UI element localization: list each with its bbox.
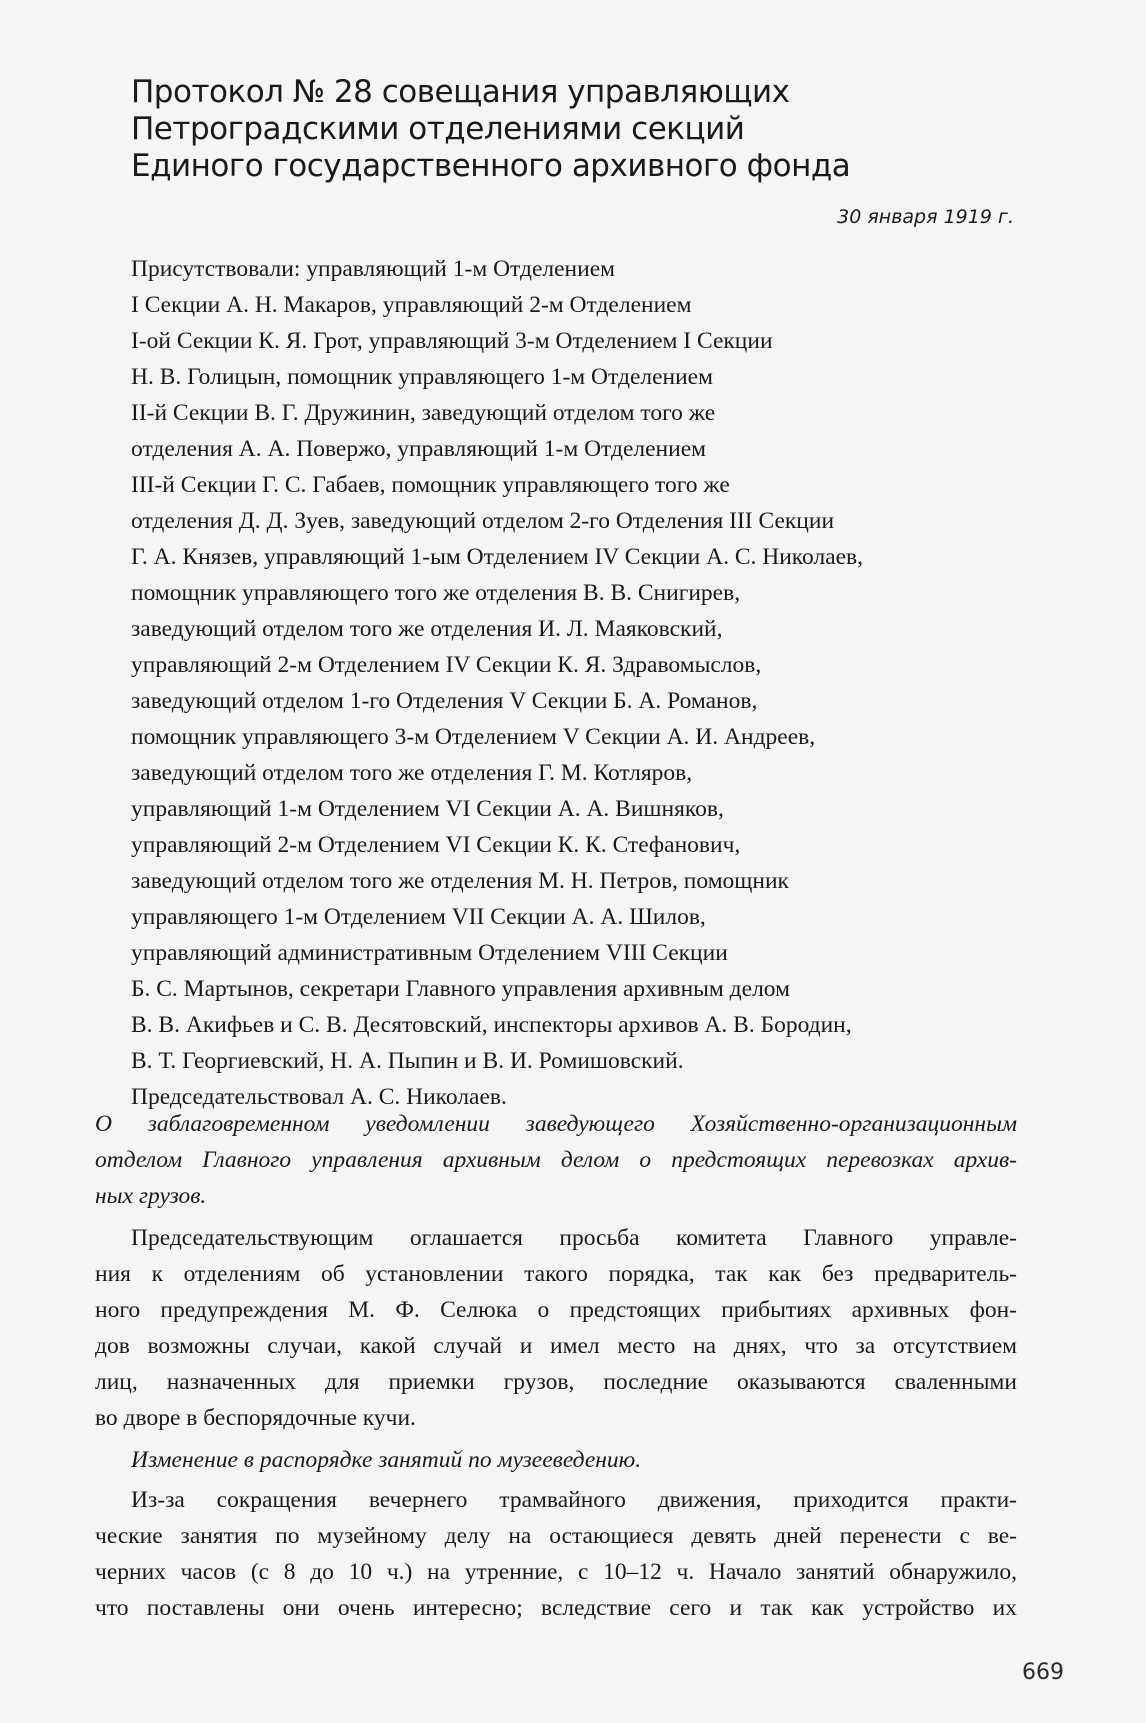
body-line: Из-за сокращения вечернего трамвайного движения, приходится практи- <box>131 1487 1017 1513</box>
title-line: Петроградскими отделениями секций <box>131 111 745 147</box>
section-2-body <box>95 1482 1017 1626</box>
body-line: дов возможны случаи, какой случай и имел место на днях, что за отсутствием <box>95 1333 1017 1359</box>
section-heading-line: ных грузов. <box>95 1183 207 1209</box>
page-number: 669 <box>1022 1660 1064 1685</box>
attendees-line: отделения Д. Д. Зуев, заведующий отделом 2-го Отделения III Секции <box>131 508 835 534</box>
protocol-body <box>95 1106 1017 1626</box>
protocol-title <box>131 74 1031 185</box>
attendees-line: управляющий 1-м Отделением VI Секции А. А. Вишняков, <box>131 796 724 822</box>
attendees-line: Б. С. Мартынов, секретари Главного управления архивным делом <box>131 976 790 1002</box>
section-heading-line: отделом Главного управления архивным делом о предстоящих перевозках архив- <box>95 1147 1017 1173</box>
attendees-line: В. Т. Георгиевский, Н. А. Пыпин и В. И. Ромишовский. <box>131 1048 684 1074</box>
protocol-date: 30 января 1919 г. <box>837 206 1014 228</box>
attendees-line: помощник управляющего того же отделения В. В. Снигирев, <box>131 580 741 606</box>
section-heading-line: О заблаговременном уведомлении заведующего Хозяйственно-организационным <box>95 1111 1017 1137</box>
attendees-line: Г. А. Князев, управляющий 1-ым Отделением IV Секции А. С. Николаев, <box>131 544 864 570</box>
attendees-line: Н. В. Голицын, помощник управляющего 1-м Отделением <box>131 364 713 390</box>
body-line: ческие занятия по музейному делу на остающиеся девять дней перенести с ве- <box>95 1523 1017 1549</box>
section-1-body <box>95 1220 1017 1436</box>
attendees-line: отделения А. А. Повержо, управляющий 1-м Отделением <box>131 436 706 462</box>
attendees-line: помощник управляющего 3-м Отделением V Секции А. И. Андреев, <box>131 724 816 750</box>
body-line: черних часов (с 8 до 10 ч.) на утренние, с 10–12 ч. Начало занятий обнаружило, <box>95 1559 1017 1585</box>
attendees-line: II-й Секции В. Г. Дружинин, заведующий отделом того же <box>131 400 716 426</box>
body-line: что поставлены они очень интересно; вследствие сего и так как устройство их <box>95 1595 1017 1621</box>
title-line: Единого государственного архивного фонда <box>131 148 851 184</box>
body-line: лиц, назначенных для приемки грузов, последние оказываются сваленными <box>95 1369 1017 1395</box>
attendees-line: заведующий отделом того же отделения Г. М. Котляров, <box>131 760 693 786</box>
attendees-line: заведующий отделом того же отделения М. Н. Петров, помощник <box>131 868 789 894</box>
attendees-line: заведующий отделом 1-го Отделения V Секции Б. А. Романов, <box>131 688 758 714</box>
attendees-line: В. В. Акифьев и С. В. Десятовский, инспекторы архивов А. В. Бородин, <box>131 1012 852 1038</box>
title-line: Протокол № 28 совещания управляющих <box>131 74 790 110</box>
attendees-line: управляющего 1-м Отделением VII Секции А. А. Шилов, <box>131 904 706 930</box>
attendees-paragraph <box>131 251 1031 1115</box>
body-line: Председательствующим оглашается просьба комитета Главного управле- <box>131 1225 1017 1251</box>
attendees-line: управляющий 2-м Отделением VI Секции К. К. Стефанович, <box>131 832 741 858</box>
section-heading-line: Изменение в распорядке занятий по музееведению. <box>131 1447 642 1473</box>
attendees-line: I-ой Секции К. Я. Грот, управляющий 3-м Отделением I Секции <box>131 328 773 354</box>
attendees-line: Присутствовали: управляющий 1-м Отделением <box>131 256 615 282</box>
body-line: во дворе в беспорядочные кучи. <box>95 1405 416 1431</box>
body-line: ного предупреждения М. Ф. Селюка о предстоящих прибытиях архивных фон- <box>95 1297 1017 1323</box>
attendees-line: I Секции А. Н. Макаров, управляющий 2-м Отделением <box>131 292 692 318</box>
body-line: ния к отделениям об установлении такого порядка, так как без предваритель- <box>95 1261 1017 1287</box>
attendees-line: управляющий 2-м Отделением IV Секции К. Я. Здравомыслов, <box>131 652 762 678</box>
attendees-line: III-й Секции Г. С. Габаев, помощник управляющего того же <box>131 472 730 498</box>
attendees-line: управляющий административным Отделением VIII Секции <box>131 940 728 966</box>
attendees-line: заведующий отделом того же отделения И. Л. Маяковский, <box>131 616 723 642</box>
section-1-heading <box>95 1106 1017 1214</box>
attendees-line: Председательствовал А. С. Николаев. <box>131 1084 507 1110</box>
section-2-heading <box>95 1442 1017 1478</box>
